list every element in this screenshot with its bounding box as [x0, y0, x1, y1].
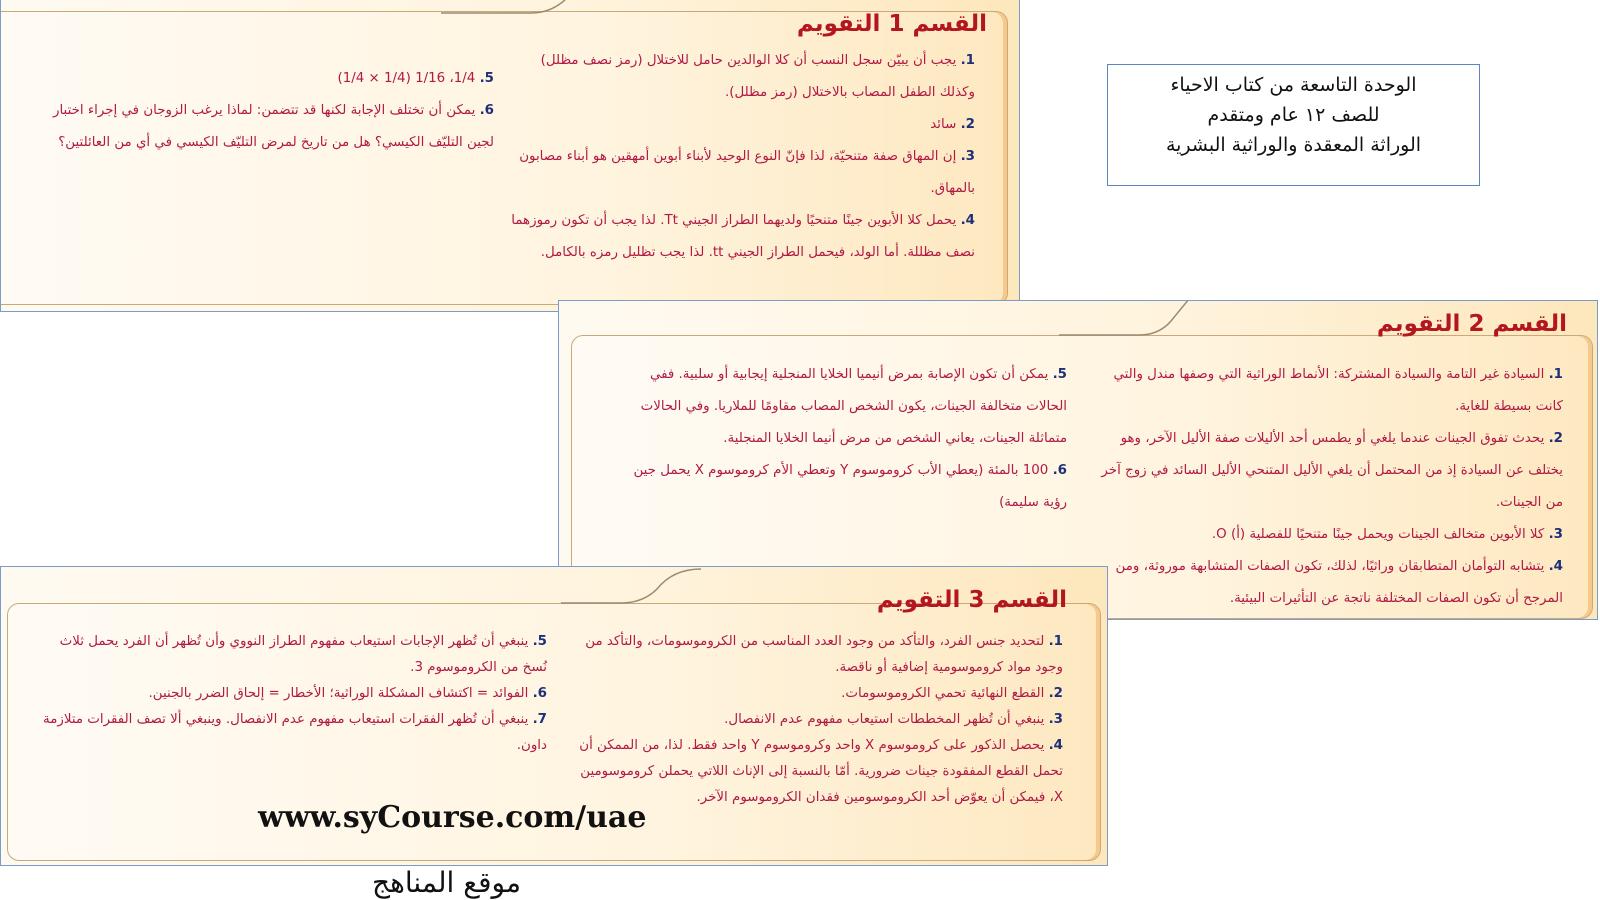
list-item: 5. يمكن أن تكون الإصابة بمرض أنيميا الخلايا المنجلية إيجابية أو سلبية. ففي الحالات متخالفة الجينات، يكون الشخص المصاب مقاومًا للملاريا. وفي الحالات متماثلة الجينات، يعاني الشخص من مرض أنيما الخلايا المنجلية.: [640, 367, 1067, 446]
list-item: 6. يمكن أن تختلف الإجابة لكنها قد تتضمن: لماذا يرغب الزوجان في إجراء اختبار لجين التليّف الكيسي؟ هل من تاريخ لمرض التليّف الكيسي في أي من العائلتين؟: [52, 103, 494, 150]
list-item: 2. يحدث تفوق الجينات عندما يلغي أو يطمس أحد الأليلات صفة الأليل الآخر، وهو يختلف عن السيادة إذ من المحتمل أن يلغي الأليل المتنحي الأليل السائد في زوج آخر من الجينات.: [1101, 431, 1563, 510]
list-item: 3. إن المهاق صفة متنحيّة، لذا فإنّ النوع الوحيد لأبناء أبوين أمهقين هو أبناء مصابون بالمهاق.: [519, 149, 975, 196]
section3-left-column: [37, 629, 547, 759]
section2-title: القسم 2 التقويم: [1376, 311, 1567, 337]
section1-tab-curve: [441, 0, 601, 19]
list-item: 2. سائد: [930, 117, 975, 132]
list-item: 6. الفوائد = اكتشاف المشكلة الوراثية؛ الأخطار = إلحاق الضرر بالجنين.: [148, 686, 547, 701]
list-item: 1. السيادة غير التامة والسيادة المشتركة: الأنماط الوراثية التي وصفها مندل والتي كانت بسيطة للغاية.: [1113, 367, 1563, 414]
list-item: 5. ينبغي أن تُظهر الإجابات استيعاب مفهوم الطراز النووي وأن تُظهر أن الفرد يحمل ثلاث نُسخ من الكروموسوم 3.: [59, 634, 547, 675]
list-item: 4. يحمل كلا الأبوين جينًا متنحيًا ولديهما الطراز الجيني Tt. لذا يجب أن تكون رموزهما نصف مظللة. أما الولد، فيحمل الطراز الجيني tt. لذا يجب تظليل رمزه بالكامل.: [511, 213, 975, 260]
list-item: 6. 100 بالمئة (يعطي الأب كروموسوم Y وتعطي الأم كروموسوم X يحمل جين رؤية سليمة): [633, 463, 1067, 510]
list-item: 7. ينبغي أن تُظهر الفقرات استيعاب مفهوم عدم الانفصال. وينبغي ألا تصف الفقرات متلازمة داون.: [43, 712, 547, 753]
list-item: 4. يتشابه التوأمان المتطابقان وراثيًا، لذلك، تكون الصفات المتشابهة موروثة، ومن المرجح أن تكون الصفات المختلفة ناتجة عن التأثيرات البيئية.: [1115, 559, 1563, 606]
list-item: 4. يحصل الذكور على كروموسوم X واحد وكروموسوم Y واحد فقط. لذا، من الممكن أن تحمل القطع المفقودة جينات ضرورية. أمّا بالنسبة إلى الإناث اللاتي يحملن كروموسومين X، فيمكن أن يعوّض أحد الكروموسومين فقدان الكروموسوم الآخر.: [579, 738, 1063, 805]
section3-right-column: [563, 629, 1063, 811]
list-item: 2. القطع النهائية تحمي الكروموسومات.: [841, 686, 1063, 701]
section3-title: القسم 3 التقويم: [876, 587, 1067, 613]
note-line: الوحدة التاسعة من كتاب الاحياء: [1170, 74, 1417, 96]
section3-tab-curve: [561, 566, 721, 607]
site-caption: موقع المناهج: [372, 866, 521, 899]
note-line: الوراثة المعقدة والوراثية البشرية: [1165, 134, 1422, 156]
section2-left-column: [607, 359, 1067, 519]
list-item: 3. ينبغي أن تُظهر المخططات استيعاب مفهوم عدم الانفصال.: [724, 712, 1063, 727]
unit-note-box: [1107, 64, 1480, 186]
list-item: 5. 1/4، 1/16 (1/4 × 1/4): [337, 71, 494, 86]
section1-title: القسم 1 التقويم: [796, 11, 987, 37]
section1-right-column: [505, 45, 975, 269]
website-watermark: www.syCourse.com/uae: [258, 800, 647, 835]
list-item: 3. كلا الأبوين متخالف الجينات ويحمل جينًا متنحيًا للفصلية (أ) O.: [1211, 527, 1563, 542]
section1-left-column: [49, 63, 494, 159]
note-line: للصف ١٢ عام ومتقدم: [1207, 104, 1380, 126]
section2-right-column: [1093, 359, 1563, 615]
list-item: 1. يجب أن يبيّن سجل النسب أن كلا الوالدين حامل للاختلال (رمز نصف مظلل) وكذلك الطفل المصاب بالاختلال (رمز مظلل).: [540, 53, 975, 100]
section2-tab-curve: [1059, 300, 1219, 339]
section1-panel: [0, 0, 1020, 312]
list-item: 1. لتحديد جنس الفرد، والتأكد من وجود العدد المناسب من الكروموسومات، والتأكد من وجود مواد كروموسومية إضافية أو ناقصة.: [585, 634, 1063, 675]
